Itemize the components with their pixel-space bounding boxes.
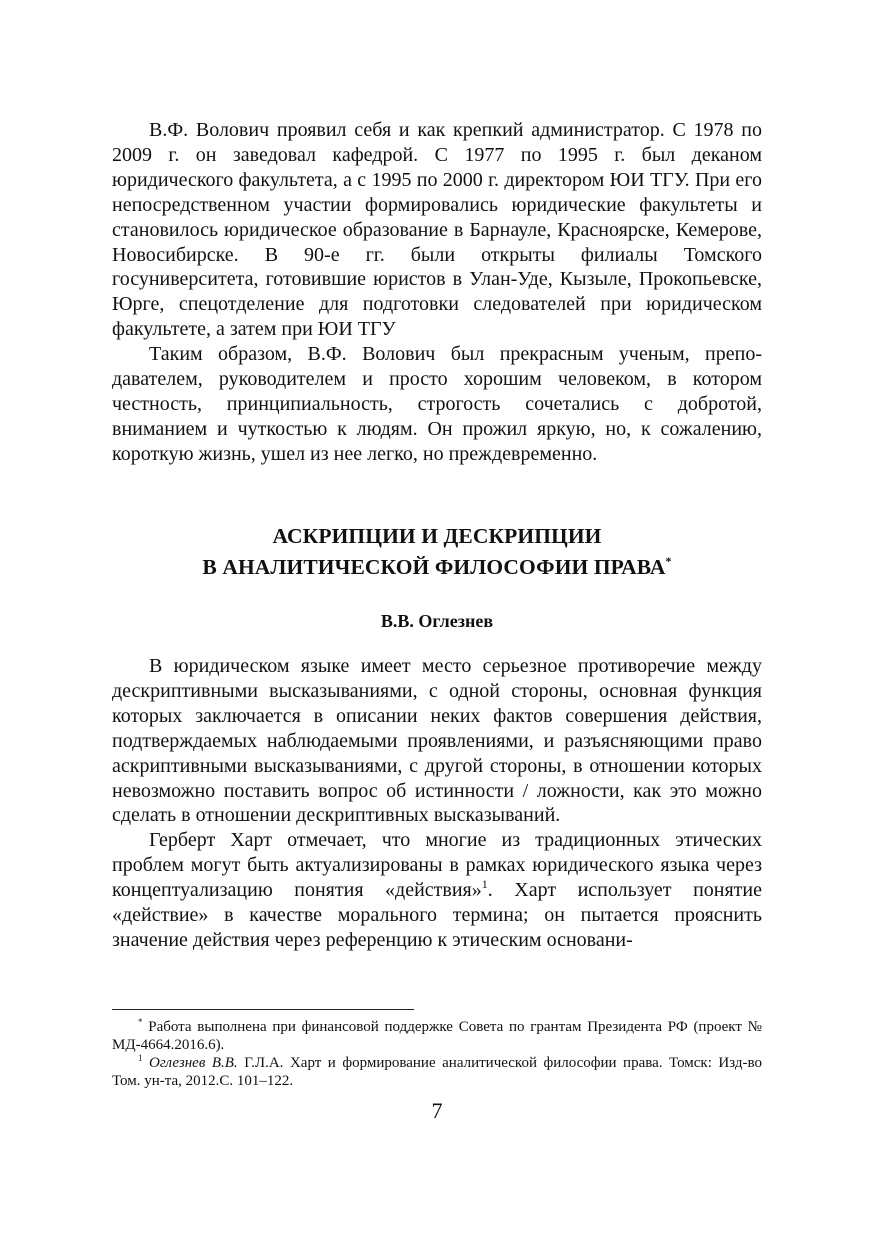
footnote bbox=[112, 1018, 762, 1054]
footnote-mark: 1 bbox=[138, 1053, 143, 1063]
article-author: В.В. Оглезнев bbox=[380, 611, 494, 631]
page-number: 7 bbox=[431, 1098, 443, 1123]
article-title-line bbox=[112, 552, 762, 583]
footnote-author: Оглезнев В.В. bbox=[149, 1055, 238, 1071]
footnotes bbox=[112, 1018, 762, 1090]
title-footnote-mark: * bbox=[665, 554, 672, 568]
article-paragraph: В юридическом языке имеет место серьезное противоречие между дескриптивными высказываниями, с одной стороны, основная функция которых заключается в описании неких фактов совершения действия, подтверждаемых наблюдаемыми проявлениями, и разъясняющими право аскриптивными высказываниями, с другой стороны, в отношении которых невозможно поставить вопрос об истинности / ложности, как это можно сделать в отношении дескриптивных высказываний. bbox=[112, 655, 762, 827]
article-title bbox=[112, 521, 762, 583]
footnote-mark: * bbox=[138, 1017, 143, 1027]
intro-paragraph: В.Ф. Волович проявил себя и как крепкий администратор. С 1978 по 2009 г. он заведовал кафедрой. С 1977 по 1995 г. был деканом юридического факультета, а с 1995 по 2000 г. директором ЮИ ТГУ. При его непосредственном участии формировались юридические факультеты и становилось юридическое образование в Барнауле, Красноярске, Кемерове, Новосибирске. В 90-е гг. были открыты филиалы Томского госуниверситета, готовившие юристов в Улан-Уде, Кызыле, Прокопьевске, Юрге, спецотделение для подготовки следователей при юридическом факультете, а затем при ЮИ ТГУ bbox=[112, 119, 762, 341]
article-paragraph-text: Герберт Харт отмечает, что многие из традиционных этических проблем могут быть актуализированы в рамках юридического языка через концептуализацию понятия «действия» bbox=[112, 829, 762, 902]
footnote bbox=[112, 1054, 762, 1090]
intro-paragraph: Таким образом, В.Ф. Волович был прекрасным ученым, преподавателем, руководителем и просто хорошим человеком, в котором честность, принципиальность, строгость сочетались с добротой, вниманием и чуткостью к людям. Он прожил яркую, но, к сожалению, короткую жизнь, ушел из нее легко, но преждевременно. bbox=[112, 343, 762, 465]
article-title-line: АСКРИПЦИИ И ДЕСКРИПЦИИ bbox=[272, 524, 602, 548]
footnote-separator bbox=[112, 1009, 414, 1010]
article-title-line2: В АНАЛИТИЧЕСКОЙ ФИЛОСОФИИ ПРАВА bbox=[202, 555, 666, 579]
intro-text bbox=[112, 118, 762, 467]
article-paragraph-text: . Харт использует понятие «действие» в качестве морального термина; он пытается прояснить значение действия через референцию к этическим основани- bbox=[112, 879, 762, 951]
footnote-text: Г.Л.А. Харт и формирование аналитической философии права. Томск: Изд-во Том. ун-та, 2012.С. 101–122. bbox=[112, 1055, 762, 1089]
article-body bbox=[112, 654, 762, 953]
footnote-reference: 1 bbox=[481, 877, 488, 892]
article-paragraph bbox=[112, 828, 762, 953]
footnote-text: Работа выполнена при финансовой поддержке Совета по грантам Президента РФ (проект № МД-4664.2016.6). bbox=[112, 1019, 762, 1053]
